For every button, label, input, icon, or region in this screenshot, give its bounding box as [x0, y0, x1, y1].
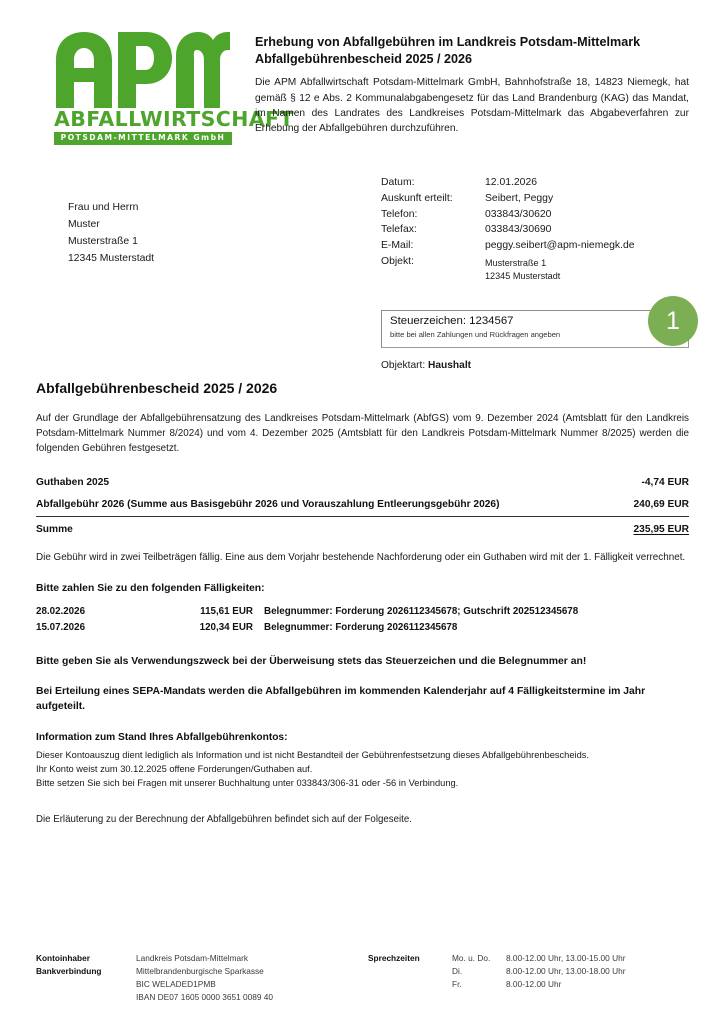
due-reference-0: Belegnummer: Forderung 2026112345678; Gutschrift 202512345678 [264, 605, 579, 617]
document-body [36, 380, 689, 828]
hours-day-2: Fr. [452, 978, 462, 989]
footer-label-bankverbindung: Bankverbindung [36, 965, 102, 976]
meta-row-telefon [381, 210, 691, 220]
steuerzeichen-box [381, 306, 689, 348]
payment-purpose-note: Bitte geben Sie als Verwendungszweck bei der Überweisung stets das Steuerzeichen und die Belegnummer an! [36, 655, 587, 667]
footer-bank-values [136, 952, 368, 1004]
contact-meta-block [381, 178, 691, 283]
footer-office-hours [452, 952, 696, 1004]
logo-wordmark: ABFALLWIRTSCHAFT [54, 107, 294, 131]
recipient-line-3: Musterstraße 1 [68, 235, 138, 247]
footer-bank-line-1: Mittelbrandenburgische Sparkasse [136, 965, 264, 976]
sum-amount-cell [619, 516, 689, 540]
table-row [36, 472, 689, 494]
fee-amount-0: -4,74 EUR [641, 477, 689, 489]
hours-row-1 [452, 965, 696, 978]
page-title: Abfallgebührenbescheid 2025 / 2026 [36, 380, 278, 396]
hours-row-2 [452, 978, 696, 991]
footer-bank-line-3: IBAN DE07 1605 0000 3651 0089 40 [136, 991, 274, 1002]
due-amount-0: 115,61 EUR [200, 605, 253, 617]
table-row [36, 494, 689, 517]
meta-label-objekt: Objekt: [381, 255, 414, 267]
objekt-city: 12345 Musterstadt [485, 270, 561, 281]
footer-hours-label: Sprechzeiten [368, 953, 420, 963]
recipient-line-4: 12345 Musterstadt [68, 252, 155, 264]
hours-day-0: Mo. u. Do. [452, 953, 491, 963]
sum-amount: 235,95 EUR [633, 523, 689, 535]
meta-label-telefon: Telefon: [381, 208, 418, 220]
meta-value-email[interactable]: peggy.seibert@apm-niemegk.de [485, 240, 635, 252]
fee-amount-1: 240,69 EUR [633, 499, 689, 511]
objektart-label: Objektart: [381, 360, 426, 371]
hours-row-0 [452, 952, 696, 965]
meta-row-datum [381, 178, 691, 188]
header-title-line2: Abfallgebührenbescheid 2025 / 2026 [255, 51, 472, 66]
objektart-line [381, 360, 471, 371]
meta-value-datum: 12.01.2026 [485, 177, 538, 188]
recipient-line-2: Muster [68, 218, 100, 230]
due-date-1: 15.07.2026 [36, 622, 86, 634]
closing-note: Die Erläuterung zu der Berechnung der Abfallgebühren befindet sich auf der Folgeseite. [36, 814, 412, 826]
account-status-line-1: Ihr Konto weist zum 30.12.2025 offene Forderungen/Guthaben auf. [36, 764, 313, 775]
meta-value-auskunft: Seibert, Peggy [485, 192, 554, 204]
header-title-line1: Erhebung von Abfallgebühren im Landkreis Potsdam-Mittelmark [255, 35, 641, 49]
meta-row-auskunft [381, 194, 691, 204]
meta-value-objekt [485, 257, 560, 283]
meta-label-telefax: Telefax: [381, 224, 417, 236]
due-dates-table [36, 605, 578, 638]
sepa-mandate-note: Bei Erteilung eines SEPA-Mandats werden die Abfallgebühren im kommenden Kalenderjahr auf 4 Fälligkeitstermine im Jahr aufgeteilt. [36, 686, 646, 713]
logo-subtitle: POTSDAM-MITTELMARK GmbH [60, 133, 226, 143]
due-reference-1: Belegnummer: Forderung 2026112345678 [264, 622, 458, 634]
fee-label-0: Guthaben 2025 [36, 477, 110, 489]
logo-subtitle-bar [54, 132, 232, 145]
fee-label-1: Abfallgebühr 2026 (Summe aus Basisgebühr 2026 und Vorauszahlung Entleerungsgebühr 2026) [36, 499, 500, 511]
hours-time-2: 8.00-12.00 Uhr [506, 978, 562, 989]
fee-summary-table [36, 472, 689, 541]
legal-basis-paragraph: Auf der Grundlage der Abfallgebührensatzung des Landkreises Potsdam-Mittelmark (AbfGS) vom 9. Dezember 2024 (Amtsblatt für den Landkreis Potsdam-Mittelmark Nummer 8/2024) und vom 4. Dezember 2025 (Amtsblatt für den Landkreis Potsdam-Mittelmark Nummer 8/2025) werden die folgenden Gebühren festgesetzt. [36, 412, 689, 455]
annotation-badge-1 [648, 296, 698, 346]
objektart-value: Haushalt [428, 360, 472, 371]
meta-row-telefax [381, 225, 691, 235]
meta-label-datum: Datum: [381, 177, 415, 188]
meta-label-email: E-Mail: [381, 240, 414, 252]
hours-time-0: 8.00-12.00 Uhr, 13.00-15.00 Uhr [506, 953, 626, 963]
objekt-street: Musterstraße 1 [485, 257, 547, 268]
hours-time-1: 8.00-12.00 Uhr, 13.00-18.00 Uhr [506, 965, 626, 976]
header-title [255, 34, 689, 67]
installment-note: Die Gebühr wird in zwei Teilbeträgen fällig. Eine aus dem Vorjahr bestehende Nachforderung oder ein Guthaben wird mit der 1. Fälligkeit verrechnet. [36, 552, 686, 564]
meta-value-telefon: 033843/30620 [485, 208, 552, 220]
due-date-0: 28.02.2026 [36, 605, 86, 617]
due-amount-1: 120,34 EUR [199, 622, 253, 634]
steuerzeichen-hint: bitte bei allen Zahlungen und Rückfragen angeben [390, 330, 561, 340]
header-paragraph: Die APM Abfallwirtschaft Potsdam-Mittelmark GmbH, Bahnhofstraße 18, 14823 Niemegk, hat gemäß § 12 e Abs. 2 Kommunalabgabengesetz für das Land Brandenburg (KAG) das Mandat, im Namen des Landrates des Landkreises Potsdam-Mittelmark das Abgabeverfahren zur Erhebung der Abfallgebühren durchzuführen. [255, 77, 689, 134]
apm-logo-mark [54, 30, 232, 108]
hours-day-1: Di. [452, 965, 463, 976]
footer-bank-line-0: Landkreis Potsdam-Mittelmark [136, 953, 249, 963]
document-footer [36, 952, 696, 1004]
table-row-sum [36, 516, 689, 540]
due-dates-heading: Bitte zahlen Sie zu den folgenden Fälligkeiten: [36, 582, 265, 594]
recipient-line-1: Frau und Herrn [68, 202, 139, 213]
annotation-badge-number: 1 [666, 306, 680, 335]
meta-value-telefax: 033843/30690 [485, 224, 552, 236]
footer-label-kontoinhaber: Kontoinhaber [36, 953, 90, 963]
meta-row-email [381, 241, 691, 251]
steuerzeichen-value: Steuerzeichen: 1234567 [390, 315, 514, 327]
sum-label: Summe [36, 516, 619, 540]
footer-bank-line-2: BIC WELADED1PMB [136, 978, 216, 989]
account-status-heading: Information zum Stand Ihres Abfallgebührenkontos: [36, 731, 288, 743]
meta-row-objekt [381, 257, 691, 283]
table-row [36, 605, 578, 621]
steuerzeichen-area [381, 306, 689, 348]
account-status-line-2: Bitte setzen Sie sich bei Fragen mit unserer Buchhaltung unter 033843/306-31 oder -56 in Verbindung. [36, 778, 459, 789]
company-logo [54, 30, 294, 152]
table-row [36, 621, 578, 637]
account-status-line-0: Dieser Kontoauszug dient lediglich als Information und ist nicht Bestandteil der Gebührenfestsetzung dieses Abfallgebührenbescheids. [36, 750, 589, 761]
document-header [255, 34, 689, 136]
footer-bank-labels [36, 952, 136, 1004]
recipient-address [68, 200, 154, 267]
meta-label-auskunft: Auskunft erteilt: [381, 192, 453, 204]
